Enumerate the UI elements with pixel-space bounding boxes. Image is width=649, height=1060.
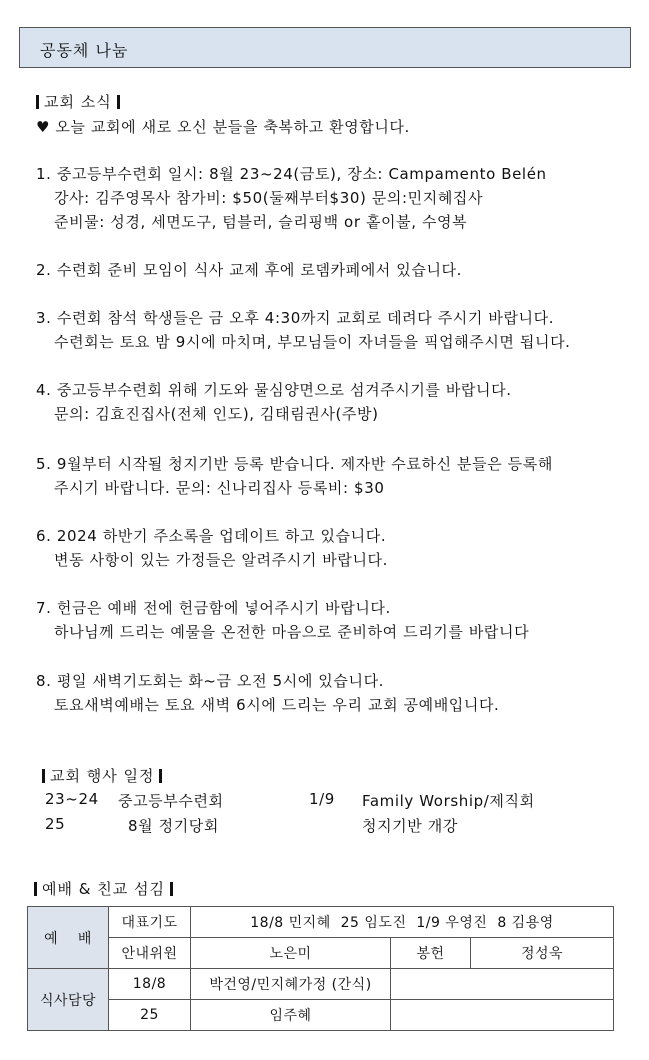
event-row-2-name-2: 청지기반 개강 [362,817,458,835]
title-bar-right [159,769,162,783]
service-section-label: 예배 & 친교 섬김 [42,880,165,898]
meal-label-cell: 식사담당 [28,969,109,1031]
prayer-label-cell: 대표기도 [109,907,191,938]
news-item-3-line-1: 3. 수련회 참석 학생들은 금 오후 4:30까지 교회로 데려다 주시기 바랍니다. [36,309,555,327]
title-bar-right [170,882,173,896]
news-section-label: 교회 소식 [44,93,112,111]
news-item-7-line-2: 하나님께 드리는 예물을 온전한 마음으로 준비하여 드리기를 바랍니다 [54,623,530,641]
news-item-3-line-2: 수련회는 토요 밤 9시에 마치며, 부모님들이 자녀들을 픽업해주시면 됩니다. [54,333,571,351]
news-item-8-line-1: 8. 평일 새벽기도회는 화~금 오전 5시에 있습니다. [36,672,385,690]
event-row-1-date-2: 1/9 [309,790,335,808]
news-item-7-line-1: 7. 헌금은 예배 전에 헌금함에 넣어주시기 바랍니다. [36,599,391,617]
usher-label-cell: 안내위원 [109,938,191,969]
event-row-1-name: 중고등부수련회 [118,792,224,810]
welcome-line: ♥ 오늘 교회에 새로 오신 분들을 축복하고 환영합니다. [36,118,410,136]
usher-name-cell: 노은미 [191,938,391,969]
table-row [28,938,614,969]
service-table [27,906,614,1031]
page-title: 공동체 나눔 [40,41,129,60]
meal-date-cell: 25 [109,1000,191,1031]
title-bar-left [42,769,45,783]
news-item-6-line-1: 6. 2024 하반기 주소록을 업데이트 하고 있습니다. [36,527,387,545]
news-item-5-line-1: 5. 9월부터 시작될 청지기반 등록 받습니다. 제자반 수료하신 분들은 등록해 [36,455,553,473]
event-row-2-name: 8월 정기당회 [128,817,219,835]
table-row [28,907,614,938]
header-box [19,27,631,68]
offering-label-cell: 봉헌 [391,938,471,969]
meal-value-cell: 임주혜 [191,1000,391,1031]
news-item-1-line-1: 1. 중고등부수련회 일시: 8월 23~24(금토), 장소: Campamento Belén [36,165,547,183]
news-item-1-line-3: 준비물: 성경, 세면도구, 텀블러, 슬리핑백 or 홑이불, 수영복 [54,213,468,231]
worship-label-cell: 예 배 [28,907,109,969]
title-bar-left [34,882,37,896]
meal-empty-cell [391,1000,614,1031]
news-item-6-line-2: 변동 사항이 있는 가정들은 알려주시기 바랍니다. [54,551,389,569]
meal-date-cell: 18/8 [109,969,191,1000]
news-item-1-line-2: 강사: 김주영목사 참가비: $50(둘째부터$30) 문의:민지혜집사 [54,189,484,207]
prayer-value-cell: 18/8 민지혜 25 임도진 1/9 우영진 8 김용영 [191,907,614,938]
news-item-4-line-2: 문의: 김효진집사(전체 인도), 김태림권사(주방) [54,405,379,423]
events-section-label: 교회 행사 일정 [50,767,155,785]
news-item-5-line-2: 주시기 바랍니다. 문의: 신나리집사 등록비: $30 [54,479,385,497]
offering-name-cell: 정성욱 [471,938,614,969]
table-row [28,969,614,1000]
service-section-title [29,878,178,899]
news-item-8-line-2: 토요새벽예배는 토요 새벽 6시에 드리는 우리 교회 공예배입니다. [54,696,500,714]
news-item-2-line-1: 2. 수련회 준비 모임이 식사 교제 후에 로뎀카페에서 있습니다. [36,261,462,279]
event-row-1-name-2: Family Worship/제직회 [362,792,535,810]
news-section-title [31,91,125,112]
events-section-title [37,765,167,786]
title-bar-left [36,95,39,109]
news-item-4-line-1: 4. 중고등부수련회 위해 기도와 물심양면으로 섬겨주시기를 바랍니다. [36,381,512,399]
table-row [28,1000,614,1031]
meal-value-cell: 박건영/민지혜가정 (간식) [191,969,391,1000]
event-row-1-date: 23~24 [45,790,99,808]
title-bar-right [117,95,120,109]
event-row-2-date: 25 [45,815,66,833]
meal-empty-cell [391,969,614,1000]
